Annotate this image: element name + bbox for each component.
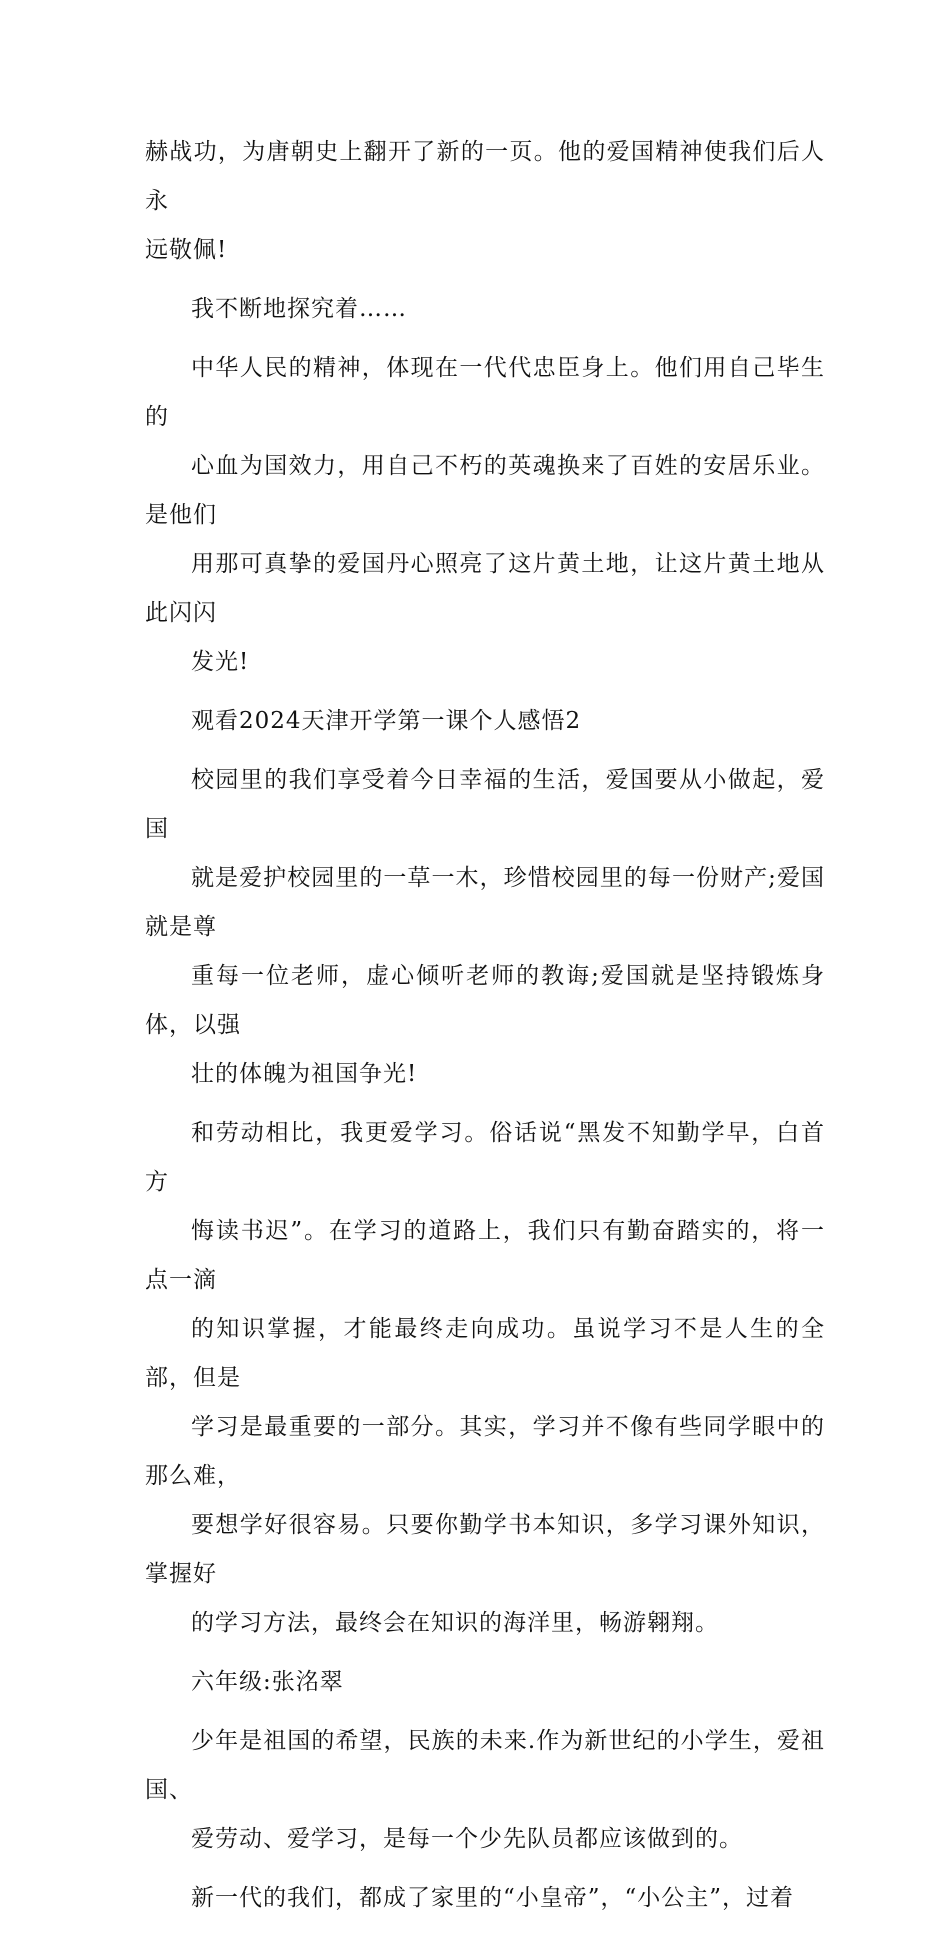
text-line: 新一代的我们，都成了家里的“小皇帝”，“小公主”，过着 bbox=[191, 1885, 795, 1911]
paragraph-3 bbox=[145, 344, 825, 687]
text-line: 悔读书迟”。在学习的道路上，我们只有勤奋踏实的，将一点一滴 bbox=[145, 1218, 825, 1293]
text-line: 用那可真挚的爱国丹心照亮了这片黄土地，让这片黄土地从此闪闪 bbox=[145, 551, 825, 626]
section-heading bbox=[145, 697, 825, 746]
text-line: 重每一位老师，虚心倾听老师的教诲;爱国就是坚持锻炼身体，以强 bbox=[145, 963, 825, 1038]
author-line bbox=[145, 1658, 825, 1707]
text-line: 和劳动相比，我更爱学习。俗话说“黑发不知勤学早，白首方 bbox=[145, 1120, 825, 1195]
text-line: 就是爱护校园里的一草一木，珍惜校园里的每一份财产;爱国就是尊 bbox=[145, 865, 825, 940]
text-line: 的学习方法，最终会在知识的海洋里，畅游翱翔。 bbox=[191, 1610, 719, 1636]
text-line: 心血为国效力，用自己不朽的英魂换来了百姓的安居乐业。是他们 bbox=[145, 453, 825, 528]
document-page bbox=[145, 128, 825, 1933]
paragraph-9 bbox=[145, 1874, 825, 1923]
text-line: 要想学好很容易。只要你勤学书本知识，多学习课外知识，掌握好 bbox=[145, 1512, 825, 1587]
text-line: 赫战功，为唐朝史上翻开了新的一页。他的爱国精神使我们后人永 bbox=[145, 139, 825, 214]
text-line: 爱劳动、爱学习，是每一个少先队员都应该做到的。 bbox=[191, 1826, 743, 1852]
text-line: 远敬佩! bbox=[145, 237, 228, 263]
text-line: 发光! bbox=[191, 649, 250, 675]
paragraph-5 bbox=[145, 756, 825, 1099]
paragraph-8 bbox=[145, 1717, 825, 1864]
text-line: 校园里的我们享受着今日幸福的生活，爱国要从小做起，爱国 bbox=[145, 767, 825, 842]
heading-line: 观看2024天津开学第一课个人感悟2 bbox=[191, 708, 582, 734]
text-line: 六年级:张洺翠 bbox=[191, 1669, 344, 1695]
paragraph-2 bbox=[145, 285, 825, 334]
text-line: 中华人民的精神，体现在一代代忠臣身上。他们用自己毕生的 bbox=[145, 355, 825, 430]
paragraph-6 bbox=[145, 1109, 825, 1648]
text-line: 少年是祖国的希望，民族的未来.作为新世纪的小学生，爱祖国、 bbox=[145, 1728, 825, 1803]
text-line: 壮的体魄为祖国争光! bbox=[191, 1061, 418, 1087]
paragraph-1 bbox=[145, 128, 825, 275]
text-line: 的知识掌握，才能最终走向成功。虽说学习不是人生的全部，但是 bbox=[145, 1316, 825, 1391]
text-line: 我不断地探究着…… bbox=[191, 296, 407, 322]
text-line: 学习是最重要的一部分。其实，学习并不像有些同学眼中的那么难， bbox=[145, 1414, 825, 1489]
